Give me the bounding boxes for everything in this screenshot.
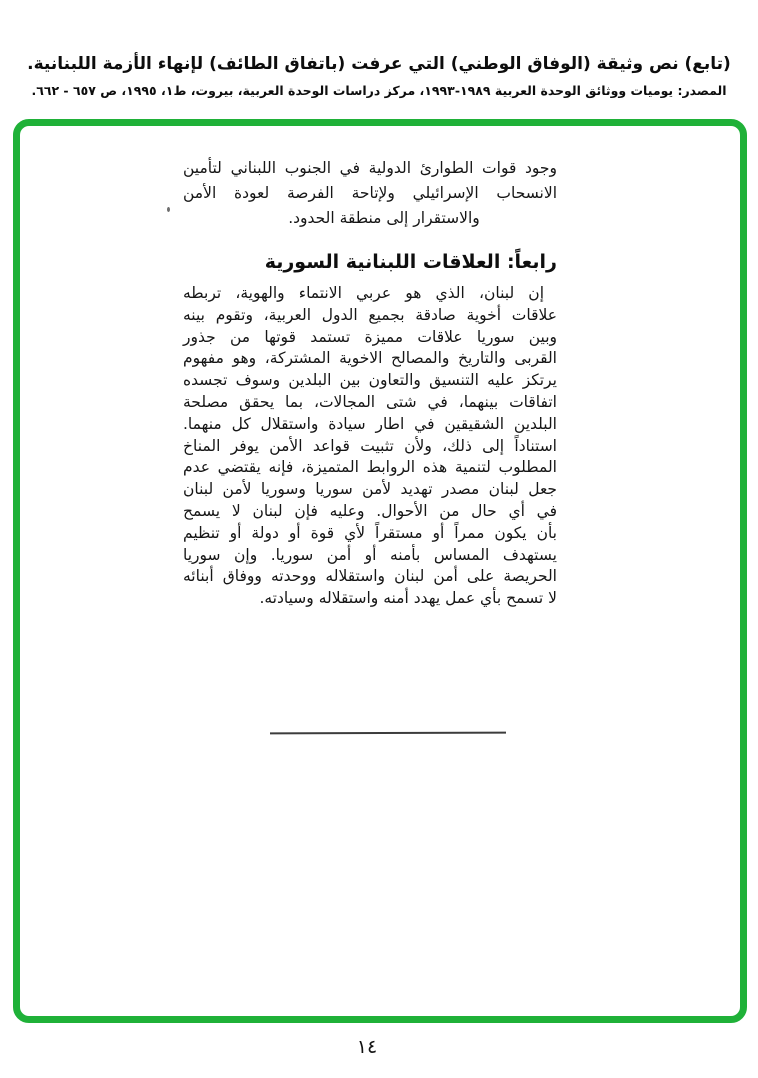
- text-line: استناداً إلى ذلك، ولأن تثبيت قواعد الأمن يوفر المناخ: [183, 436, 557, 455]
- text-line: علاقات أخوية صادقة بجميع الدول العربية، وتقوم بينه: [183, 305, 557, 324]
- text-line: إن لبنان، الذي هو عربي الانتماء والهوية، تربطه: [183, 284, 544, 302]
- text-line: وبين سوريا علاقات مميزة تستمد قوتها من جذور: [183, 327, 557, 346]
- text-line: يستهدف المساس بأمنه أو أمن سوريا. وإن سوريا: [183, 545, 557, 564]
- text-line: الانسحاب الإسرائيلي ولإتاحة الفرصة لعودة الأمن: [183, 184, 557, 202]
- paragraph-intro: [183, 156, 557, 231]
- scan-speck: [167, 207, 170, 212]
- page-header: [0, 54, 758, 98]
- text-line: يرتكز عليه التنسيق والتعاون بين البلدين وسوف تجسده: [183, 371, 557, 390]
- text-line: لا تسمح بأي عمل يهدد أمنه واستقلاله وسيادته.: [259, 589, 557, 608]
- text-line: البلدين الشقيقين في اطار سيادة واستقلال كل منهما.: [183, 414, 557, 433]
- text-line: في أي حال من الأحوال. وعليه فإن لبنان لا يسمح: [183, 501, 557, 520]
- text-line: الحريصة على أمن لبنان واستقلاله ووحدته ووفاق أبنائه: [183, 567, 557, 586]
- section-heading: رابعاً: العلاقات اللبنانية السورية: [264, 251, 557, 273]
- page-number: ١٤: [356, 1036, 378, 1058]
- text-line: بأن يكون ممراً أو مستقراً لأي قوة أو دولة أو تنظيم: [183, 523, 557, 542]
- text-line: جعل لبنان مصدر تهديد لأمن سوريا وسوريا لأمن لبنان: [183, 480, 557, 499]
- header-source: المصدر: يوميات ووثائق الوحدة العربية ١٩٨٩-١٩٩٣، مركز دراسات الوحدة العربية، بيروت، ط١، ١٩٩٥، ص ٦٥٧ - ٦٦٢.: [31, 83, 727, 98]
- text-line: والاستقرار إلى منطقة الحدود.: [288, 209, 480, 227]
- header-title: (تابع) نص وثيقة (الوفاق الوطني) التي عرفت (باتفاق الطائف) لإنهاء الأزمة اللبنانية.: [27, 54, 731, 74]
- text-line: المطلوب لتنمية هذه الروابط المتميزة، فإنه يقتضي عدم: [183, 458, 557, 477]
- text-line: القربى والتاريخ والمصالح الاخوية المشتركة، وهو مفهوم: [183, 349, 557, 368]
- text-line: وجود قوات الطوارئ الدولية في الجنوب اللبناني لتأمين: [183, 159, 557, 177]
- text-line: اتفاقات بينهما، في شتى المجالات، بما يحقق مصلحة: [183, 392, 557, 411]
- paragraph-lebanese-syrian-relations: [183, 283, 557, 610]
- document-body: [183, 156, 557, 610]
